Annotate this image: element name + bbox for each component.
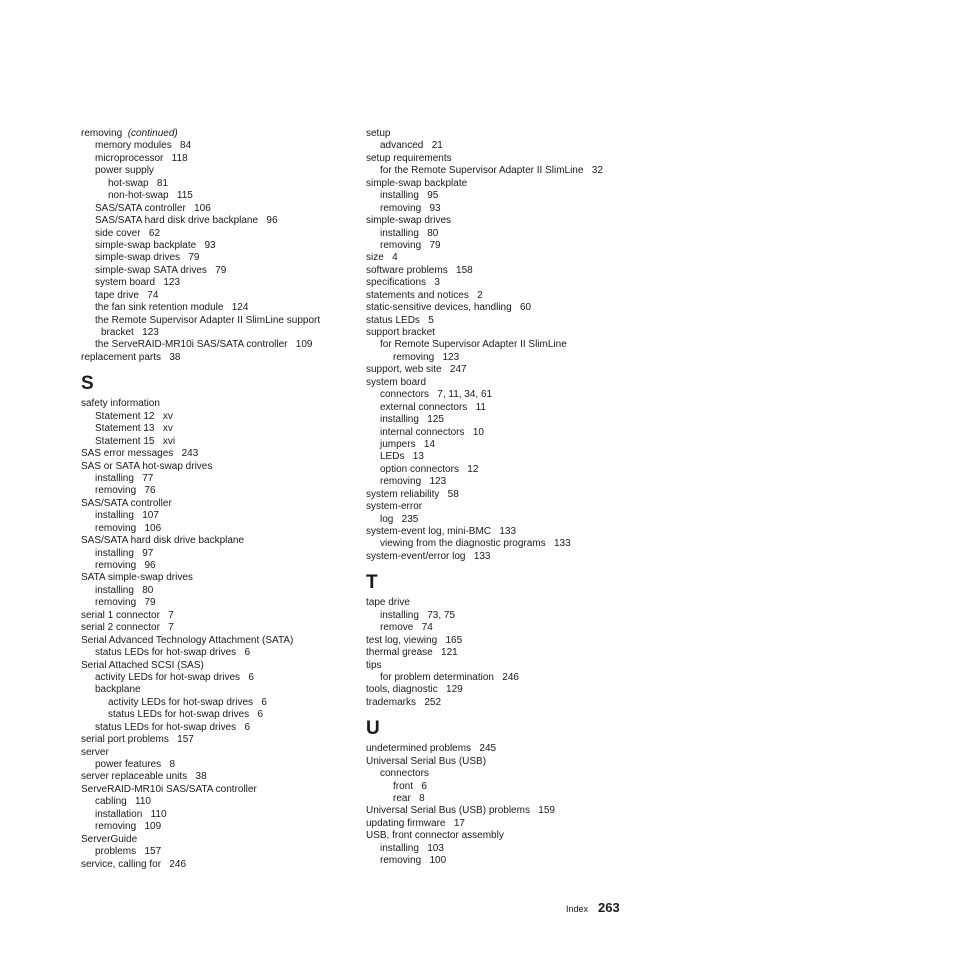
index-entry: system-event/error log 133 xyxy=(366,550,491,562)
index-entry: connectors xyxy=(380,768,429,780)
index-entry: support, web site 247 xyxy=(366,364,467,376)
index-entry: updating firmware 17 xyxy=(366,817,465,829)
index-entry: non-hot-swap 115 xyxy=(108,190,193,202)
index-entry: service, calling for 246 xyxy=(81,858,187,870)
index-entry: hot-swap 81 xyxy=(108,177,169,189)
index-entry: removing 106 xyxy=(95,522,162,534)
index-entry: installing 97 xyxy=(95,547,154,559)
index-entry: viewing from the diagnostic programs 133 xyxy=(380,538,571,550)
index-entry: connectors 7, 11, 34, 61 xyxy=(380,389,493,401)
index-entry: server replaceable units 38 xyxy=(81,771,207,783)
index-entry: status LEDs for hot-swap drives 6 xyxy=(95,647,251,659)
index-entry: activity LEDs for hot-swap drives 6 xyxy=(108,696,267,708)
index-entry: simple-swap drives xyxy=(366,215,452,227)
index-entry: removing 96 xyxy=(95,560,156,571)
index-entry: internal connectors 10 xyxy=(380,426,484,438)
index-entry: for problem determination 246 xyxy=(380,671,519,683)
index-entry: removing 123 xyxy=(393,351,460,363)
index-entry: USB, front connector assembly xyxy=(366,830,504,842)
index-entry: system board 123 xyxy=(95,277,181,289)
index-entry: option connectors 12 xyxy=(380,463,479,475)
index-entry: SAS/SATA hard disk drive backplane 96 xyxy=(95,215,278,227)
section-letter: U xyxy=(366,718,380,740)
index-entry: Universal Serial Bus (USB) problems 159 xyxy=(366,805,555,817)
index-entry: removing 76 xyxy=(95,485,156,497)
index-entry: simple-swap backplate xyxy=(366,177,468,189)
index-entry: system-event log, mini-BMC 133 xyxy=(366,526,517,537)
index-entry: log 235 xyxy=(380,513,419,525)
index-entry: LEDs 13 xyxy=(380,451,424,463)
index-entry: Statement 15 xvi xyxy=(95,435,176,447)
index-entry: external connectors 11 xyxy=(380,401,486,413)
index-entry: undetermined problems 245 xyxy=(366,743,497,755)
index-entry: SAS/SATA hard disk drive backplane xyxy=(81,535,245,547)
index-entry: tape drive xyxy=(366,597,410,609)
index-entry: tools, diagnostic 129 xyxy=(366,684,463,696)
index-column-left xyxy=(81,128,351,871)
index-entry: installation 110 xyxy=(95,808,167,820)
index-entry: the fan sink retention module 124 xyxy=(95,302,249,314)
footer-label: Index xyxy=(566,904,589,914)
index-entry: size 4 xyxy=(366,252,398,264)
index-entry: specifications 3 xyxy=(366,277,440,289)
index-entry: memory modules 84 xyxy=(95,140,192,152)
index-entry: cabling 110 xyxy=(95,796,151,808)
index-entry: serial 1 connector 7 xyxy=(81,609,174,621)
index-entry: installing 80 xyxy=(380,227,439,239)
index-entry: serial port problems 157 xyxy=(81,734,194,746)
index-entry: Serial Advanced Technology Attachment (SATA) xyxy=(81,634,294,646)
index-entry: removing 79 xyxy=(95,597,156,609)
index-entry: setup xyxy=(366,128,391,139)
index-entry: jumpers 14 xyxy=(380,438,436,450)
index-entry: removing 100 xyxy=(380,855,447,867)
index-entry: Statement 13 xv xyxy=(95,423,173,435)
index-entry: the Remote Supervisor Adapter II SlimLine support xyxy=(95,314,321,326)
index-entry: system reliability 58 xyxy=(366,488,459,500)
index-entry: power features 8 xyxy=(95,759,176,770)
index-entry xyxy=(81,128,351,140)
index-entry: Statement 12 xv xyxy=(95,410,173,422)
index-entry: installing 95 xyxy=(380,190,439,202)
index-entry: trademarks 252 xyxy=(366,696,442,708)
index-entry: SAS/SATA controller 106 xyxy=(95,202,211,214)
index-entry: system-error xyxy=(366,501,423,513)
index-entry: bracket 123 xyxy=(101,327,159,338)
index-entry: remove 74 xyxy=(380,622,433,634)
index-entry: SATA simple-swap drives xyxy=(81,572,193,584)
index-entry: software problems 158 xyxy=(366,264,473,276)
index-entry: replacement parts 38 xyxy=(81,351,181,363)
index-entry: installing 103 xyxy=(380,842,444,854)
index-entry-term: removing xyxy=(81,128,128,139)
index-entry: tape drive 74 xyxy=(95,289,159,301)
index-entry: test log, viewing 165 xyxy=(366,634,463,646)
index-entry: backplane xyxy=(95,684,141,696)
section-letter: S xyxy=(81,373,94,395)
page-number: 263 xyxy=(598,900,620,915)
index-entry: serial 2 connector 7 xyxy=(81,622,174,634)
index-entry: microprocessor 118 xyxy=(95,152,188,164)
index-entry: simple-swap backplate 93 xyxy=(95,239,216,251)
index-entry: Serial Attached SCSI (SAS) xyxy=(81,659,204,671)
index-entry: support bracket xyxy=(366,327,435,338)
index-entry: Universal Serial Bus (USB) xyxy=(366,755,487,767)
index-entry: the ServeRAID-MR10i SAS/SATA controller 109 xyxy=(95,339,313,351)
index-entry: removing 109 xyxy=(95,821,162,833)
index-entry: rear 8 xyxy=(393,793,425,804)
index-entry: installing 77 xyxy=(95,472,154,484)
index-entry: simple-swap drives 79 xyxy=(95,252,200,264)
index-entry: removing 79 xyxy=(380,239,441,251)
index-entry: installing 80 xyxy=(95,584,154,596)
index-entry: static-sensitive devices, handling 60 xyxy=(366,302,532,314)
index-entry: SAS/SATA controller xyxy=(81,497,172,509)
index-entry: for the Remote Supervisor Adapter II SlimLine 32 xyxy=(380,165,603,177)
index-entry: simple-swap SATA drives 79 xyxy=(95,264,227,276)
index-entry: status LEDs for hot-swap drives 6 xyxy=(95,721,251,733)
index-column-right xyxy=(366,128,636,868)
index-entry: status LEDs 5 xyxy=(366,314,434,326)
index-entry: removing 123 xyxy=(380,476,447,488)
page-footer xyxy=(566,900,620,917)
index-entry: advanced 21 xyxy=(380,140,443,152)
index-entry: thermal grease 121 xyxy=(366,647,458,659)
index-entry: side cover 62 xyxy=(95,227,161,239)
continued-note: (continued) xyxy=(127,128,178,139)
index-entry: SAS or SATA hot-swap drives xyxy=(81,460,213,472)
index-entry: ServerGuide xyxy=(81,833,138,845)
section-letter: T xyxy=(366,572,378,594)
index-entry: problems 157 xyxy=(95,846,162,858)
index-entry: for Remote Supervisor Adapter II SlimLine xyxy=(380,339,567,351)
index-entry: tips xyxy=(366,659,382,671)
index-entry: status LEDs for hot-swap drives 6 xyxy=(108,709,264,721)
index-entry: safety information xyxy=(81,398,160,410)
index-entry: statements and notices 2 xyxy=(366,289,483,301)
index-entry: setup requirements xyxy=(366,152,452,164)
index-entry: installing 125 xyxy=(380,414,444,426)
index-entry: server xyxy=(81,746,109,758)
index-entry: ServeRAID-MR10i SAS/SATA controller xyxy=(81,783,257,795)
index-entry: installing 73, 75 xyxy=(380,609,456,621)
index-entry: power supply xyxy=(95,165,154,177)
index-entry: activity LEDs for hot-swap drives 6 xyxy=(95,671,254,683)
index-entry: SAS error messages 243 xyxy=(81,448,199,460)
index-entry: installing 107 xyxy=(95,510,159,522)
index-entry: system board xyxy=(366,376,427,388)
index-entry: removing 93 xyxy=(380,202,441,214)
index-entry: front 6 xyxy=(393,780,427,792)
